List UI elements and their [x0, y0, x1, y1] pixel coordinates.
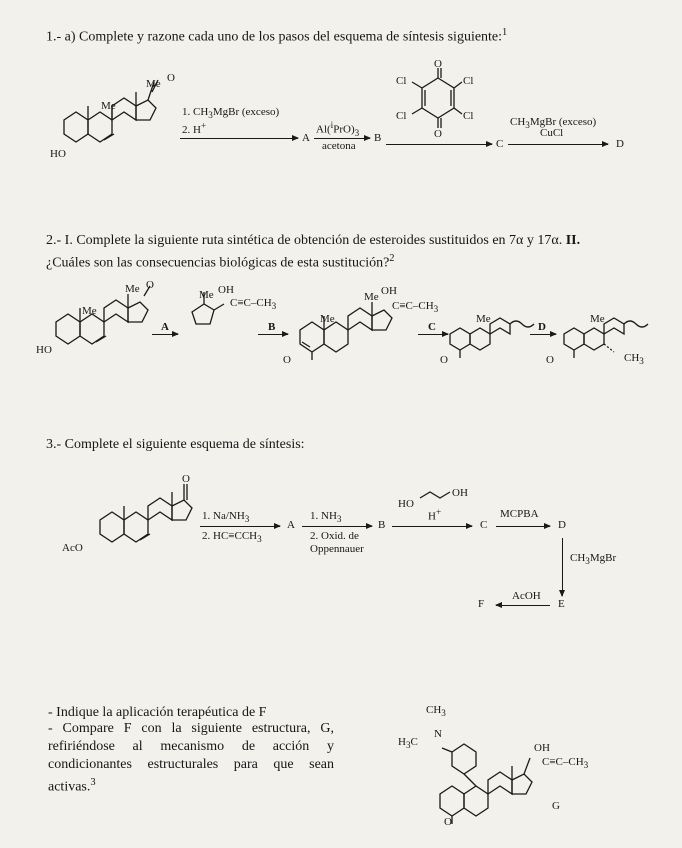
q2-title-1: 2.- I.: [46, 233, 73, 248]
q3-r1d: 3: [257, 534, 262, 545]
q1-r2a: Al(: [316, 123, 331, 136]
q2-fc2: 3: [639, 356, 644, 367]
q2-arrow-c: [418, 334, 448, 335]
q3-arrow-4: [496, 526, 550, 527]
q3-reagents-step2-line1: [310, 510, 341, 524]
q1-product-d: D: [616, 138, 624, 150]
q3-aco: AcO: [62, 542, 83, 554]
q2-o-1: O: [146, 279, 154, 291]
q1-product-c: C: [496, 138, 504, 150]
q1-r1e: +: [200, 120, 207, 131]
q3-label-g: G: [552, 800, 560, 812]
q3-title: 3.- Complete el siguiente esquema de síntesis:: [46, 437, 305, 452]
q1-arrow-2: [314, 138, 370, 139]
q1-arrow-4: [508, 144, 608, 145]
q2-ip2: 3: [433, 304, 439, 315]
q1-chloranil-cl-4: Cl: [463, 110, 474, 122]
q3-reagents-step2-line2: 2. Oxid. de: [310, 530, 359, 542]
q3-r1b: 3: [244, 514, 250, 525]
q3-starting-steroid: [84, 470, 214, 560]
q3-arrow-3: [392, 526, 472, 527]
q3-gh1: H: [398, 736, 406, 748]
q2-arrow-b-label: B: [268, 321, 276, 333]
q3-gc2: 3: [441, 708, 446, 719]
q3-g1: CH: [570, 552, 586, 564]
q1-product-b: B: [374, 132, 382, 144]
q3-g3: MgBr: [589, 552, 617, 564]
q2-arrow-c-label: C: [428, 321, 436, 333]
q1-reagents-step1: [182, 106, 279, 136]
q2-me-1: Me: [82, 305, 97, 317]
q3-ac1: H: [428, 510, 436, 523]
q1-chloranil-cl-1: Cl: [396, 75, 407, 87]
q3-reagents-step1-line2: [202, 530, 262, 544]
q3-gh3: C: [410, 736, 418, 748]
q3-r2a: 1. NH: [310, 510, 337, 522]
q1-r4a: CH: [510, 116, 526, 128]
q2-fc1: CH: [624, 352, 640, 364]
q1-r2c: PrO): [333, 123, 355, 136]
q3-gc1: CH: [426, 704, 442, 716]
q3-diol-ho: HO: [398, 498, 414, 510]
q3-reagents-step2-line3: Oppennauer: [310, 543, 364, 555]
q2-arrow-a: [152, 334, 178, 335]
q1-r1b: 3: [208, 110, 213, 121]
q2-reagent-me: Me: [199, 289, 214, 301]
q3-product-d: D: [558, 519, 566, 531]
q3-structure-g: [400, 712, 600, 832]
q1-title: [46, 24, 507, 47]
q1-r2b: i: [330, 120, 334, 130]
q3-product-e: E: [558, 598, 565, 610]
q2-title-4: ¿Cuáles son las consecuencias biológicas de esta sustitución?: [46, 255, 390, 271]
q2-arrow-d: [530, 334, 556, 335]
q2-starting-steroid: [40, 282, 170, 362]
q3-product-b: B: [378, 519, 386, 531]
q2-product-c-structure: [446, 306, 536, 366]
q3-gh2: 3: [405, 740, 411, 751]
q3-r1a: 1. Na/NH: [202, 510, 245, 522]
q3-bullet-2: [48, 720, 334, 797]
q1-me-label-2: Me: [146, 78, 161, 90]
q3-r1c: 2. HC≡CCH: [202, 530, 258, 542]
q1-reagents-step1-line1: [182, 106, 280, 121]
q2-int-me-2: Me: [364, 291, 379, 303]
q1-r1d: 2. H: [182, 123, 201, 136]
q1-r1a: 1. CH: [182, 106, 209, 118]
q2-ho: HO: [36, 344, 52, 356]
q1-chloranil-o-bottom: O: [434, 128, 442, 140]
q1-ketone-o-label: O: [167, 72, 175, 84]
q3-arrow-1: [200, 526, 280, 527]
q2-int-oh: OH: [381, 285, 397, 297]
q2-arrow-d-label: D: [538, 321, 546, 333]
q3-footnote: 3: [90, 777, 96, 788]
q3-g-o: O: [444, 816, 452, 828]
q2-pc-me: Me: [476, 313, 491, 325]
q1-chloranil-o-top: O: [434, 58, 442, 70]
q2-title-2: Complete la siguiente ruta sintética de obtención de esteroides sustituidos en 7α y 17α.: [72, 233, 566, 248]
q3-bullet-1: - Indique la aplicación terapéutica de F: [48, 705, 267, 720]
q2-pc-o: O: [440, 354, 448, 366]
q1-chloranil-cl-3: Cl: [396, 110, 407, 122]
q3-acoh: AcOH: [512, 590, 541, 602]
q3-g-propynyl: [542, 756, 588, 770]
q1-r1c: MgBr (exceso): [212, 106, 280, 118]
q1-reagents-step2-bottom: acetona: [322, 140, 356, 152]
q2-rp1: C≡C–CH: [230, 297, 272, 309]
q2-arrow-a-label: A: [161, 321, 169, 333]
q3-product-a: A: [287, 519, 295, 531]
q3-diol-oh: OH: [452, 487, 468, 499]
q1-footnote: 1: [502, 27, 508, 38]
q2-title: [46, 232, 656, 273]
q3-acid: [428, 507, 441, 523]
q2-int-o: O: [283, 354, 291, 366]
q1-product-a: A: [302, 132, 310, 144]
q3-reagents-step1: [202, 510, 249, 524]
q3-arrow-6: [496, 605, 550, 606]
q2-footnote: 2: [389, 253, 395, 264]
q3-r2b: 3: [336, 514, 342, 525]
q1-reagents-step2-top: [316, 120, 359, 138]
q3-mcpba: MCPBA: [500, 508, 539, 520]
q3-product-c: C: [480, 519, 488, 531]
q1-r2d: 3: [354, 127, 360, 138]
q1-r4b: 3: [525, 120, 530, 131]
q3-g-ch3: [426, 704, 446, 718]
q1-reagents-step4-bottom: CuCl: [540, 127, 564, 139]
q2-rp2: 3: [271, 301, 277, 312]
q3-bullet-2-text: - Compare F con la siguiente estructura, G, refiriéndose al mecanismo de acción y condicionantes estructurales para que sean activas.: [48, 721, 334, 795]
q3-arrow-5: [562, 538, 563, 596]
q2-int-propynyl: [392, 300, 438, 314]
q1-me-label-1: Me: [101, 100, 116, 112]
q2-reagent-propynyl: [230, 297, 276, 311]
q3-g-h3c: [398, 736, 418, 750]
q2-final-ch3: [624, 352, 644, 366]
q3-ketone-o: O: [182, 473, 190, 485]
q1-ho-label: HO: [50, 148, 66, 160]
q3-product-f: F: [478, 598, 485, 610]
q3-g-oh: OH: [534, 742, 550, 754]
q3-grignard: [570, 552, 616, 566]
q3-r1-line1: [202, 510, 250, 525]
q3-ac2: +: [435, 507, 442, 517]
q3-gp1: C≡C–CH: [542, 756, 584, 768]
q2-reagent-oh: OH: [218, 284, 234, 296]
q1-arrow-3: [386, 144, 492, 145]
q2-ip1: C≡C–CH: [392, 300, 434, 312]
q1-arrow-1: [180, 138, 298, 139]
q1-chloranil-cl-2: Cl: [463, 75, 474, 87]
q2-final-me: Me: [590, 313, 605, 325]
q3-gp2: 3: [583, 760, 589, 771]
q3-g2: 3: [585, 556, 590, 567]
q2-final-o: O: [546, 354, 554, 366]
q1-title-text: 1.- a) Complete y razone cada uno de los pasos del esquema de síntesis siguiente:: [46, 29, 503, 45]
q1-reagents-step1-line2: [182, 120, 207, 136]
q2-int-me-1: Me: [320, 313, 335, 325]
q3-g-n: N: [434, 728, 442, 740]
q1-r4c: MgBr (exceso): [529, 116, 597, 128]
q3-arrow-2: [302, 526, 372, 527]
q2-me-2: Me: [125, 283, 140, 295]
q2-arrow-b: [258, 334, 288, 335]
q2-title-3: II.: [565, 233, 581, 248]
